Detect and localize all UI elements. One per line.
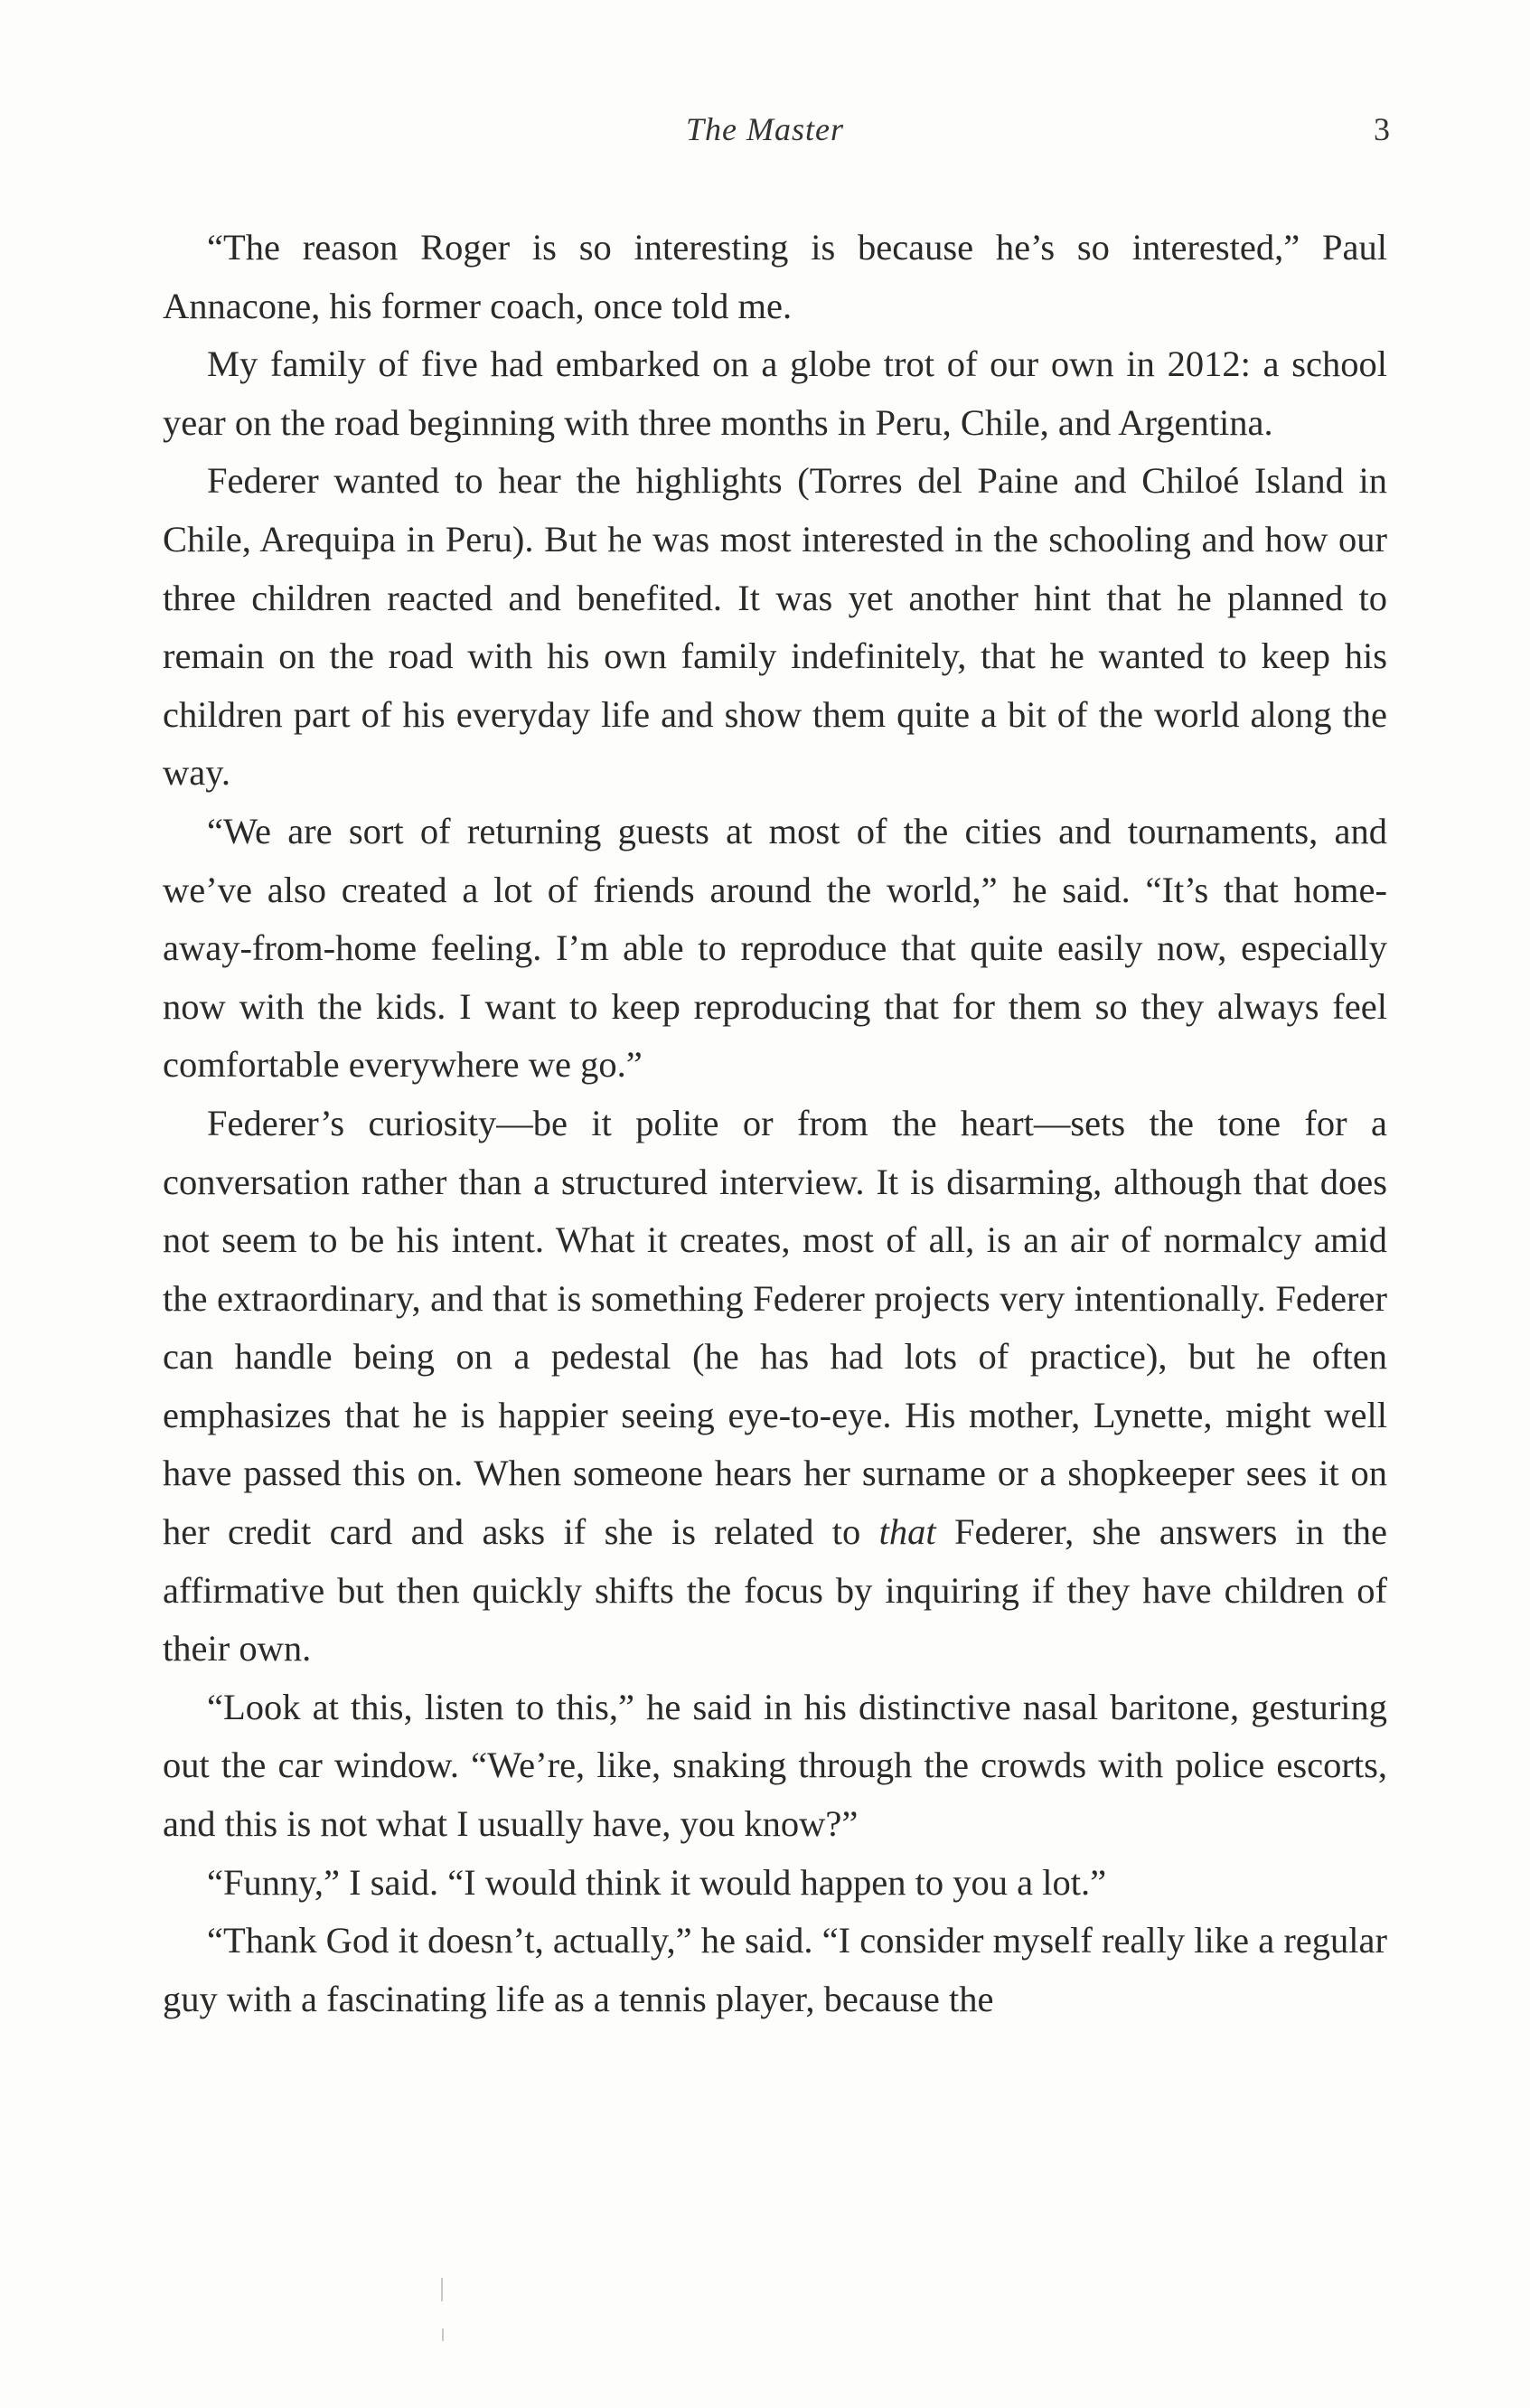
paragraph-6: “Look at this, listen to this,” he said in his distinctive nasal baritone, gesturing out the car window. “We’re, like, snaking through the crowds with police escorts, and this is not what I usually have, you know?”	[163, 1686, 1387, 1845]
running-title: The Master	[686, 111, 844, 147]
scan-artifact-mark	[441, 2278, 443, 2301]
paragraph-8: “Thank God it doesn’t, actually,” he said. “I consider myself really like a regular guy with a fascinating life as a tennis player, because the	[163, 1920, 1387, 2019]
paragraph-5-before: Federer’s curiosity—be it polite or from the heart—sets the tone for a conversation rather than a structured interview. It is disarming, although that does not seem to be his intent. What it creates, most of all, is an air of normalcy amid the extraordinary, and that is something Federer projects very intentionally. Federer can handle being on a pedestal (he has had lots of practice), but he often emphasizes that he is happier seeing eye-to-eye. His mother, Lynette, might well have passed this on. When someone hears her surname or a shopkeeper sees it on her credit card and asks if she is related to	[163, 1102, 1387, 1553]
paragraph-7: “Funny,” I said. “I would think it would happen to you a lot.”	[207, 1861, 1107, 1903]
paragraph-3: Federer wanted to hear the highlights (Torres del Paine and Chiloé Island in Chile, Arequipa in Peru). But he was most interested in the schooling and how our three children reacted and benefited. It was yet another hint that he planned to remain on the road with his own family indefinitely, that he wanted to keep his children part of his everyday life and show them quite a bit of the world along the way.	[163, 460, 1387, 794]
paragraph-4: “We are sort of returning guests at most of the cities and tournaments, and we’ve also created a lot of friends around the world,” he said. “It’s that home-away-from-home feeling. I’m able to reproduce that quite easily now, especially now with the kids. I want to keep reproducing that for them so they always feel comfortable everywhere we go.”	[163, 810, 1387, 1086]
running-head	[0, 110, 1530, 155]
paragraph-1: “The reason Roger is so interesting is because he’s so interested,” Paul Annacone, his former coach, once told me.	[163, 227, 1387, 326]
paragraph-5	[163, 1095, 1387, 1679]
scan-artifact-mark	[442, 2328, 444, 2341]
emphasis-that: that	[878, 1511, 936, 1553]
paragraph-2: My family of five had embarked on a globe trot of our own in 2012: a school year on the road beginning with three months in Peru, Chile, and Argentina.	[163, 343, 1387, 443]
paragraph-5-after: Federer, she answers in the affirmative but then quickly shifts the focus by inquiring if they have children of their own.	[163, 1511, 1387, 1670]
page-number: 3	[1374, 111, 1390, 147]
body-text	[163, 219, 1387, 2028]
